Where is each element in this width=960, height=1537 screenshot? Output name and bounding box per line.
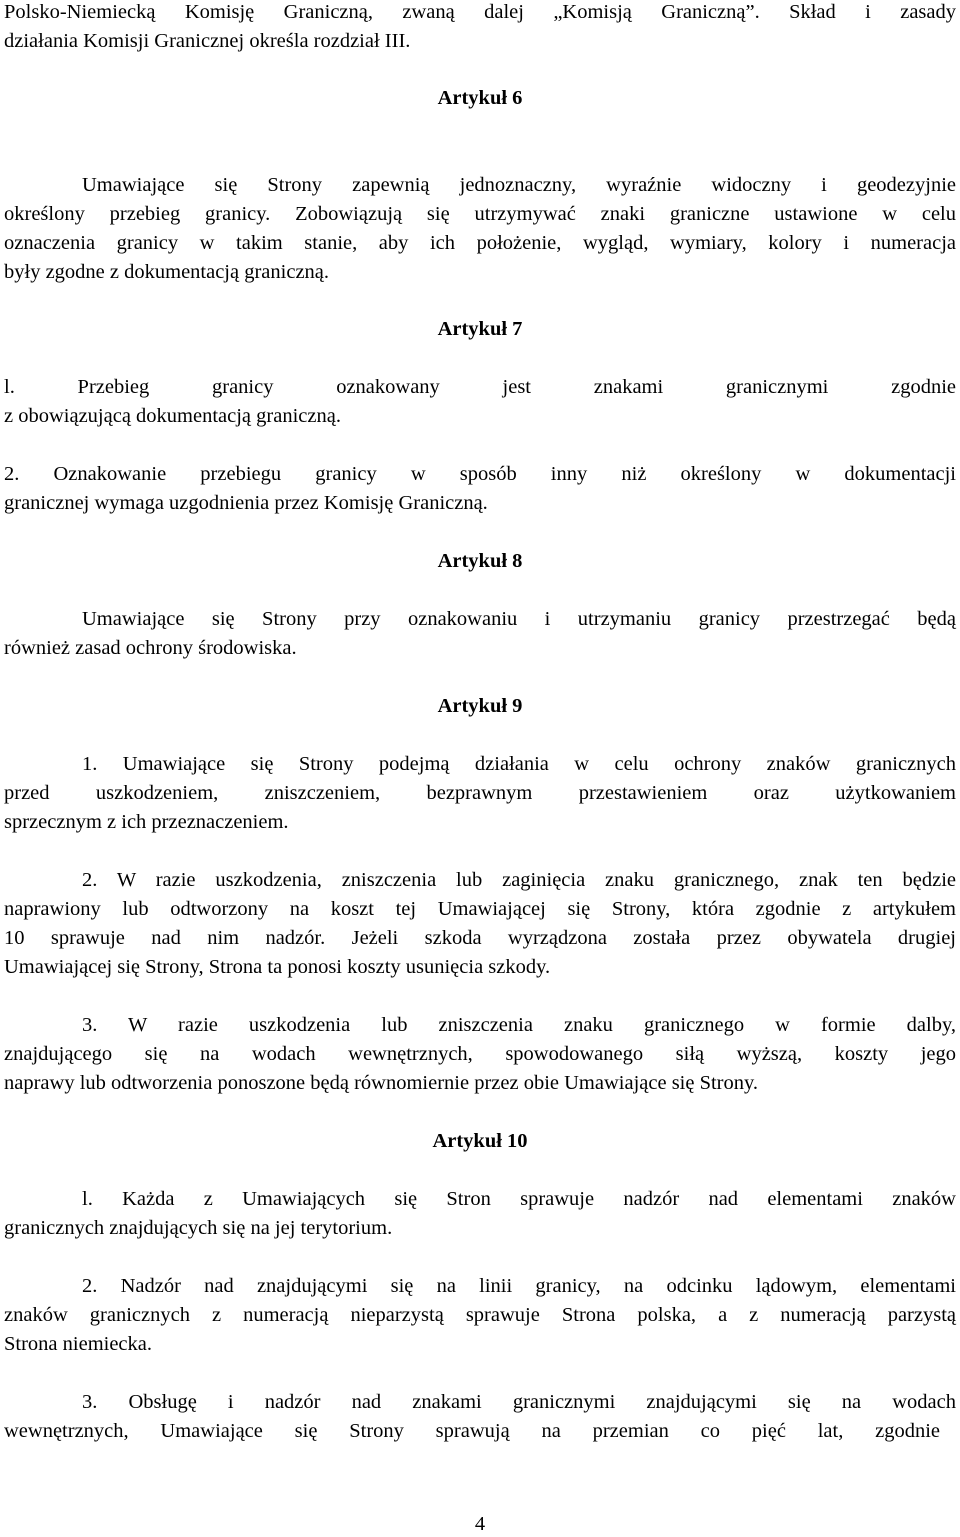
paragraph-line: granicznej wymaga uzgodnienia przez Komisję Graniczną.: [4, 492, 488, 514]
paragraph-line: Umawiającej się Strony, Strona ta ponosi koszty usunięcia szkody.: [4, 956, 551, 978]
article-7-heading: Artykuł 7: [437, 318, 523, 340]
paragraph-line: naprawy lub odtworzenia ponoszone będą równomiernie przez obie Umawiające się Strony.: [4, 1072, 759, 1094]
article-6-heading: Artykuł 6: [437, 87, 523, 109]
paragraph-line: naprawiony lub odtworzony na koszt tej Umawiającej się Strony, która zgodnie z artykułem: [4, 898, 956, 920]
paragraph-line: sprzecznym z ich przeznaczeniem.: [4, 811, 289, 833]
paragraph-line: oznaczenia granicy w takim stanie, aby ich położenie, wygląd, wymiary, kolory i numeracja: [4, 232, 956, 254]
paragraph-line: 2. Nadzór nad znajdującymi się na linii granicy, na odcinku lądowym, elementami: [82, 1275, 956, 1297]
paragraph-line: znajdującego się na wodach wewnętrznych, spowodowanego siłą wyższą, koszty jego: [4, 1043, 956, 1065]
paragraph-line: 2. W razie uszkodzenia, zniszczenia lub zaginięcia znaku granicznego, znak ten będzie: [82, 869, 956, 891]
page-number: 4: [474, 1513, 486, 1535]
paragraph-line: Strona niemiecka.: [4, 1333, 153, 1355]
paragraph-line: Umawiające się Strony przy oznakowaniu i utrzymaniu granicy przestrzegać będą: [82, 608, 956, 630]
paragraph-line: l. Każda z Umawiających się Stron sprawuje nadzór nad elementami znaków: [82, 1188, 956, 1210]
paragraph-line: 3. W razie uszkodzenia lub zniszczenia znaku granicznego w formie dalby,: [82, 1014, 956, 1036]
article-10-heading: Artykuł 10: [432, 1130, 528, 1152]
paragraph-line: również zasad ochrony środowiska.: [4, 637, 297, 659]
paragraph-line: 2. Oznakowanie przebiegu granicy w sposób inny niż określony w dokumentacji: [4, 463, 956, 485]
paragraph-line: znaków granicznych z numeracją nieparzystą sprawuje Strona polska, a z numeracją parzystą: [4, 1304, 956, 1326]
paragraph-line: 1. Umawiające się Strony podejmą działania w celu ochrony znaków granicznych: [82, 753, 956, 775]
paragraph-line: wewnętrznych, Umawiające się Strony sprawują na przemian co pięć lat, zgodnie: [4, 1420, 940, 1442]
paragraph-line: określony przebieg granicy. Zobowiązują się utrzymywać znaki graniczne ustawione w celu: [4, 203, 956, 225]
paragraph-line: 3. Obsługę i nadzór nad znakami granicznymi znajdującymi się na wodach: [82, 1391, 956, 1413]
paragraph-line: przed uszkodzeniem, zniszczeniem, bezprawnym przestawieniem oraz użytkowaniem: [4, 782, 956, 804]
paragraph-line: 10 sprawuje nad nim nadzór. Jeżeli szkoda wyrządzona została przez obywatela drugiej: [4, 927, 956, 949]
paragraph-line: były zgodne z dokumentacją graniczną.: [4, 261, 330, 283]
article-9-heading: Artykuł 9: [437, 695, 523, 717]
paragraph-line: Polsko-Niemiecką Komisję Graniczną, zwaną dalej „Komisją Graniczną”. Skład i zasady: [4, 1, 956, 23]
paragraph-line: działania Komisji Granicznej określa rozdział III.: [4, 30, 411, 52]
paragraph-line: granicznych znajdujących się na jej terytorium.: [4, 1217, 393, 1239]
paragraph-line: Umawiające się Strony zapewnią jednoznaczny, wyraźnie widoczny i geodezyjnie: [82, 174, 956, 196]
paragraph-line: z obowiązującą dokumentacją graniczną.: [4, 405, 341, 427]
article-8-heading: Artykuł 8: [437, 550, 523, 572]
paragraph-line: l. Przebieg granicy oznakowany jest znakami granicznymi zgodnie: [4, 376, 956, 398]
